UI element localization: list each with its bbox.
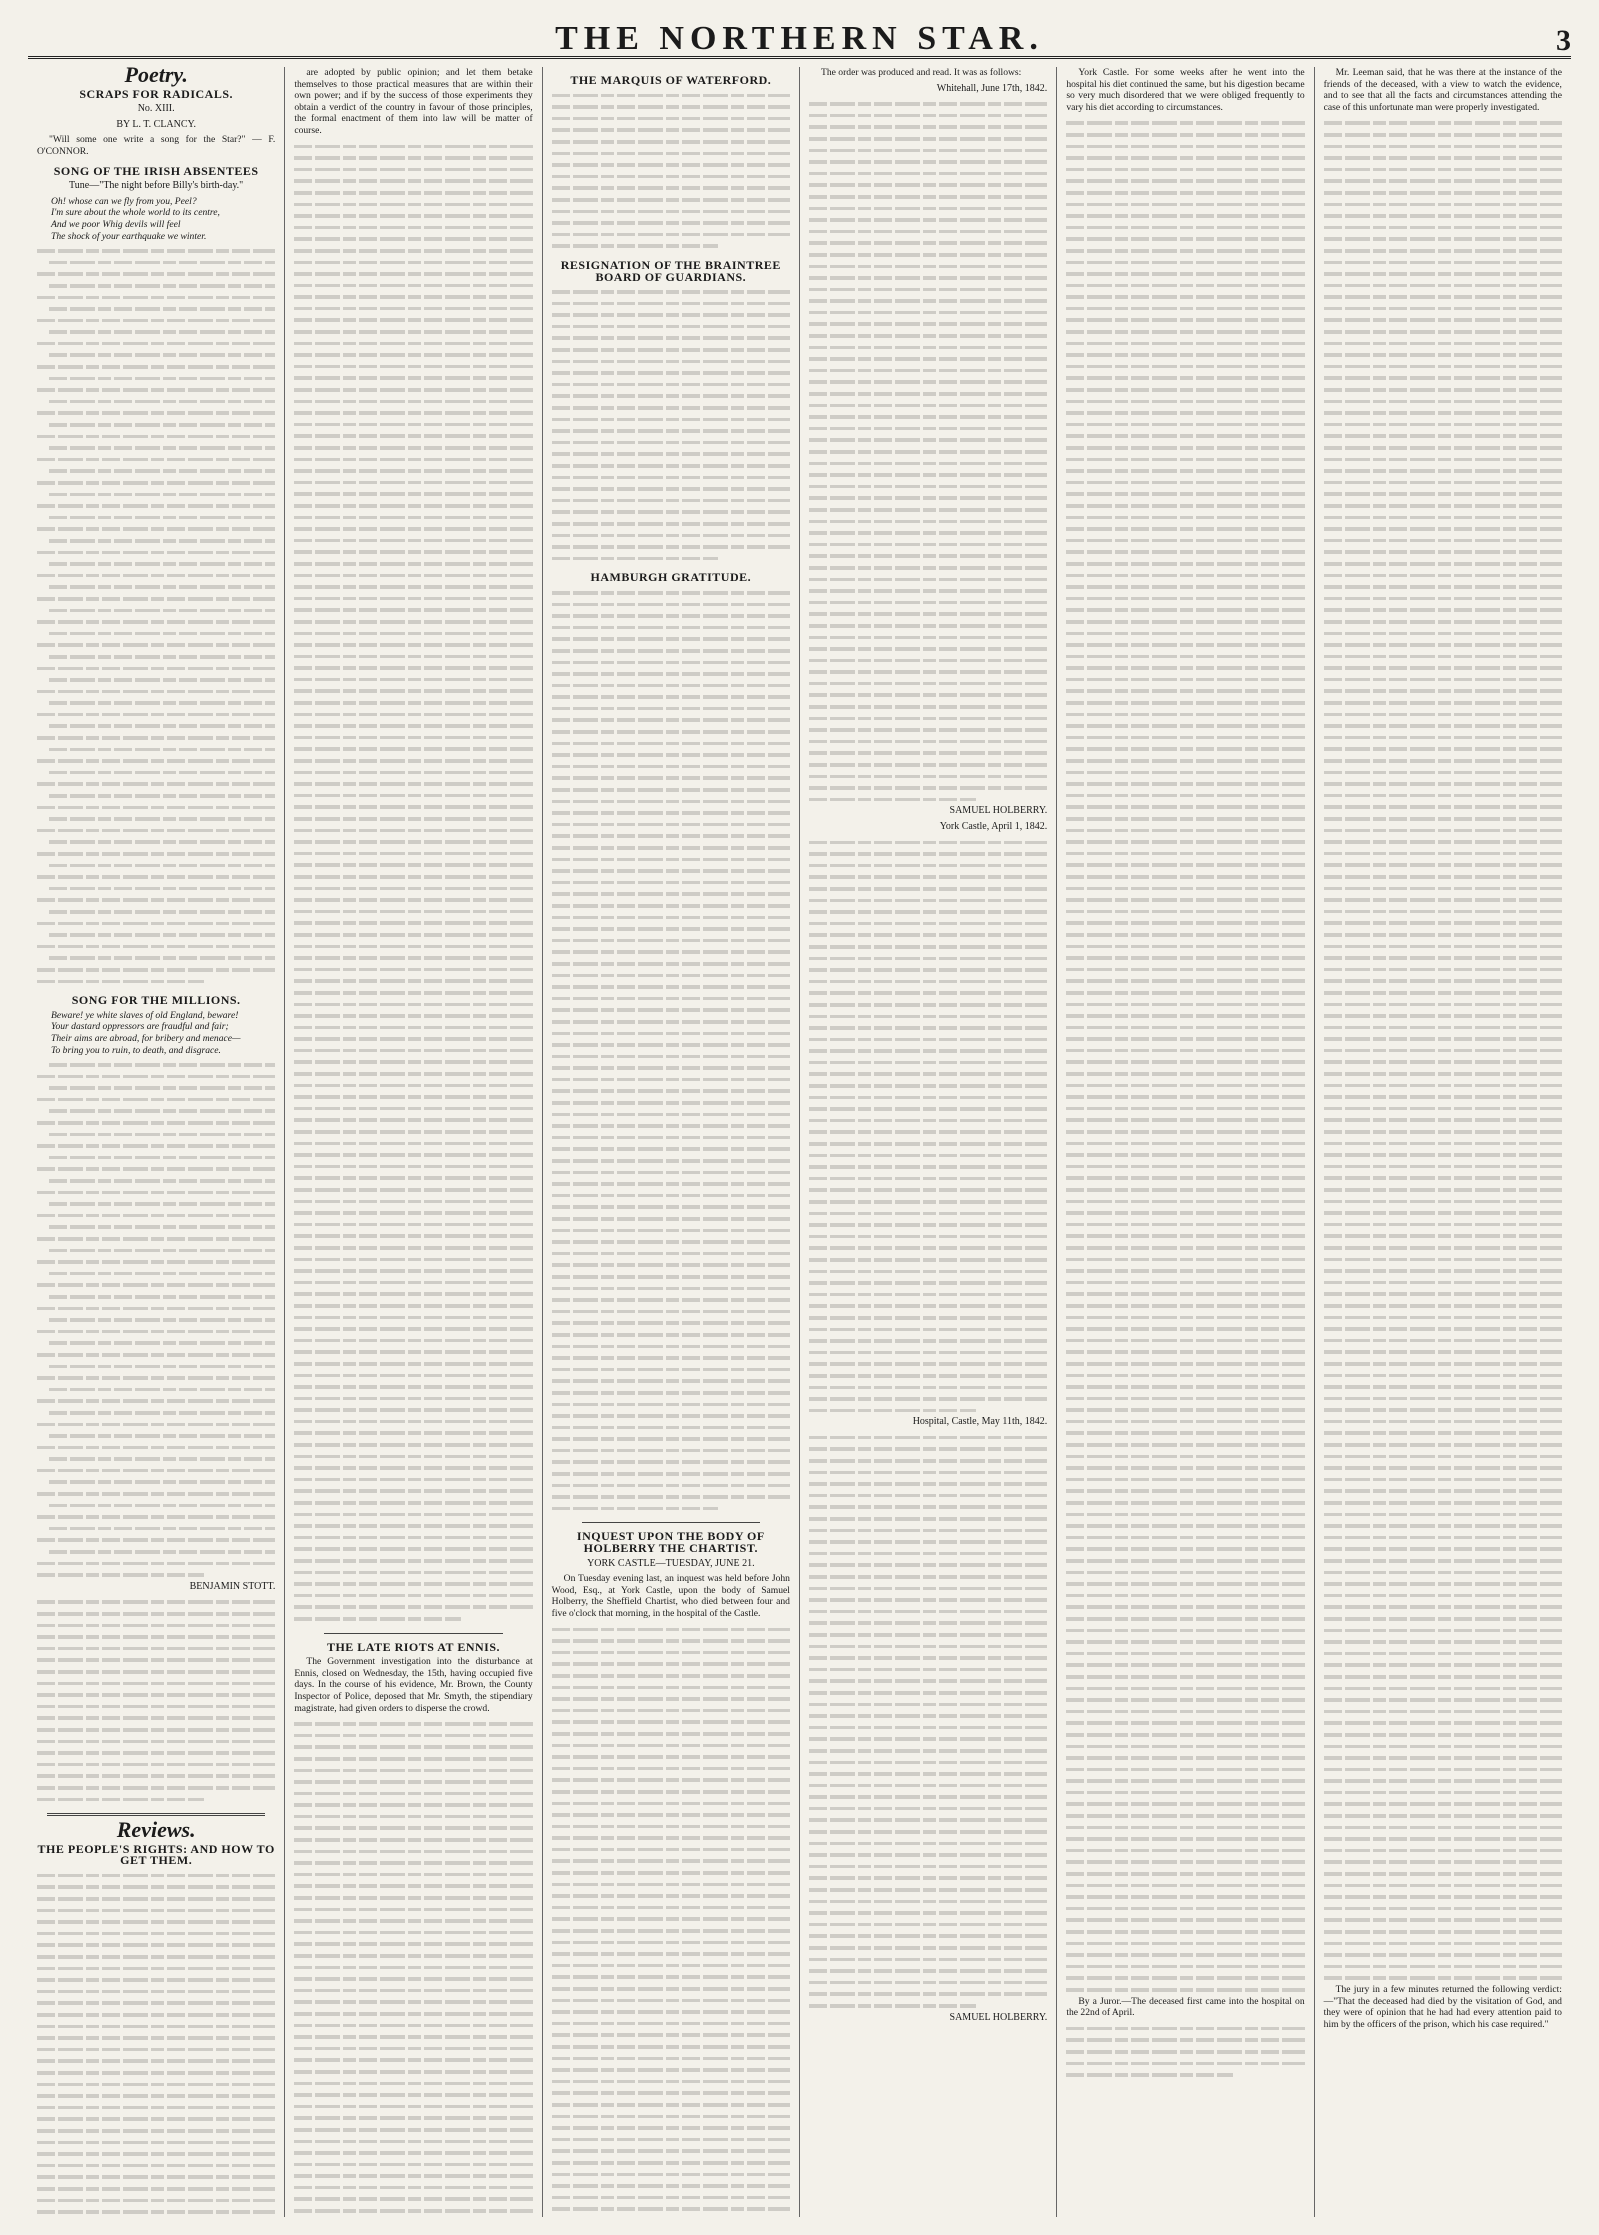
column-4 (800, 67, 1057, 2217)
column-2 (285, 67, 542, 2217)
text-block (1066, 117, 1304, 1995)
text-block (552, 286, 790, 564)
text-block (809, 837, 1047, 1417)
song2-title: SONG FOR THE MILLIONS. (71, 993, 241, 1008)
song1-verse: Oh! whose can we fly from you, Peel? I'm sure about the whole world to its centre, And we poor Whig devils will feel The shock of your earthquake we winter. (51, 195, 220, 242)
column5-text: York Castle. For some weeks after he went into the hospital his diet continued the same, but his digestion became so very much disordered that we were obliged frequently to vary his diet according to circumstances. (1066, 67, 1305, 113)
page-number: 3 (1556, 24, 1571, 57)
song1-title: SONG OF THE IRISH ABSENTEES (53, 163, 259, 178)
text-block (294, 141, 532, 1625)
inquest-text: On Tuesday evening last, an inquest was held before John Wood, Esq., at York Castle, upon the body of Samuel Holberry, the Sheffield Chartist, who died between four and five o'clock that morning, in the hospital of the Castle. (551, 1573, 790, 1619)
epigraph: "Will some one write a song for the Star?" — F. O'CONNOR. (37, 134, 276, 157)
song2-verse: Beware! ye white slaves of old England, beware! Your dastard oppressors are fraudful and fair; Their aims are abroad, for bribery and menace— To bring you to ruin, to death, and disgrace. (51, 1009, 241, 1056)
juror-question: By a Juror.—The deceased first came into the hospital on the 22nd of April. (1066, 1995, 1305, 2019)
text-block (37, 1596, 275, 1805)
scraps-heading: SCRAPS FOR RADICALS. (79, 86, 233, 101)
column6-text: Mr. Leeman said, that he was there at the instance of the friends of the deceased, with a view to watch the evidence, and to see that all the facts and circumstances attending the case of this unfortunate man were properly investigated. (1323, 67, 1562, 113)
scraps-number: No. XIII. (137, 103, 175, 115)
newspaper-title: THE NORTHERN STAR. (555, 20, 1044, 57)
scraps-byline: BY L. T. CLANCY. (116, 118, 196, 130)
text-block (37, 245, 275, 987)
column-5 (1057, 67, 1314, 2217)
inquest-heading: INQUEST UPON THE BODY OF HOLBERRY THE CHARTIST. (576, 1529, 765, 1556)
text-block (809, 1432, 1047, 2012)
column-3 (543, 67, 800, 2217)
letter-address: Whitehall, June 17th, 1842. (936, 82, 1048, 94)
signature-2: SAMUEL HOLBERRY. (949, 2011, 1048, 2023)
poetry-section-title: Poetry. (124, 67, 188, 87)
song1-tune: Tune—"The night before Billy's birth-day." (69, 180, 244, 192)
text-block (37, 1059, 275, 1581)
columns (28, 67, 1571, 2217)
signature-1: SAMUEL HOLBERRY. (949, 805, 1048, 817)
braintree-heading: RESIGNATION OF THE BRAINTREE BOARD OF GUARDIANS. (560, 257, 781, 284)
column-1 (28, 67, 285, 2217)
column2-intro: are adopted by public opinion; and let them betake themselves to those practical measures that are within their own power; and if by the success of those experiments they obtain a verdict of the country in favour of those principles, the formal enactment of them into law will be matter of course. (294, 67, 533, 136)
inquest-dateline: YORK CASTLE—TUESDAY, JUNE 21. (587, 1557, 755, 1569)
text-block (294, 1718, 532, 2217)
verdict: The jury in a few minutes returned the following verdict:—"That the deceased had died by the visitation of God, and they were of opinion that he had had every attention paid to him by the officers of the prison, which his case required." (1323, 1983, 1562, 2030)
text-block (1324, 117, 1562, 1984)
text-block (552, 90, 790, 252)
text-block (37, 1870, 275, 2217)
text-block (1066, 2023, 1304, 2081)
column-6 (1315, 67, 1571, 2217)
letter1-heading: York Castle, April 1, 1842. (939, 821, 1048, 832)
review1-title: THE PEOPLE'S RIGHTS: AND HOW TO GET THEM. (37, 1841, 275, 1868)
ennis-riots-text: The Government investigation into the disturbance at Ennis, closed on Wednesday, the 15th, having occupied five days. In the course of his evidence, Mr. Brown, the County Inspector of Police, deposed that Mr. Smyth, the stipendiary magistrate, had given orders to disperse the crowd. (294, 1656, 533, 1714)
order-intro: The order was produced and read. It was as follows: (820, 67, 1022, 78)
masthead (28, 18, 1571, 59)
ennis-riots-heading: THE LATE RIOTS AT ENNIS. (326, 1639, 501, 1654)
letter2-heading: Hospital, Castle, May 11th, 1842. (912, 1416, 1048, 1428)
text-block (552, 1624, 790, 2217)
reviews-section-title: Reviews. (116, 1817, 196, 1843)
text-block (809, 98, 1047, 805)
song2-author: BENJAMIN STOTT. (189, 1580, 276, 1592)
text-block (552, 587, 790, 1515)
waterford-heading: THE MARQUIS OF WATERFORD. (570, 73, 772, 87)
hamburgh-heading: HAMBURGH GRATITUDE. (590, 570, 752, 585)
